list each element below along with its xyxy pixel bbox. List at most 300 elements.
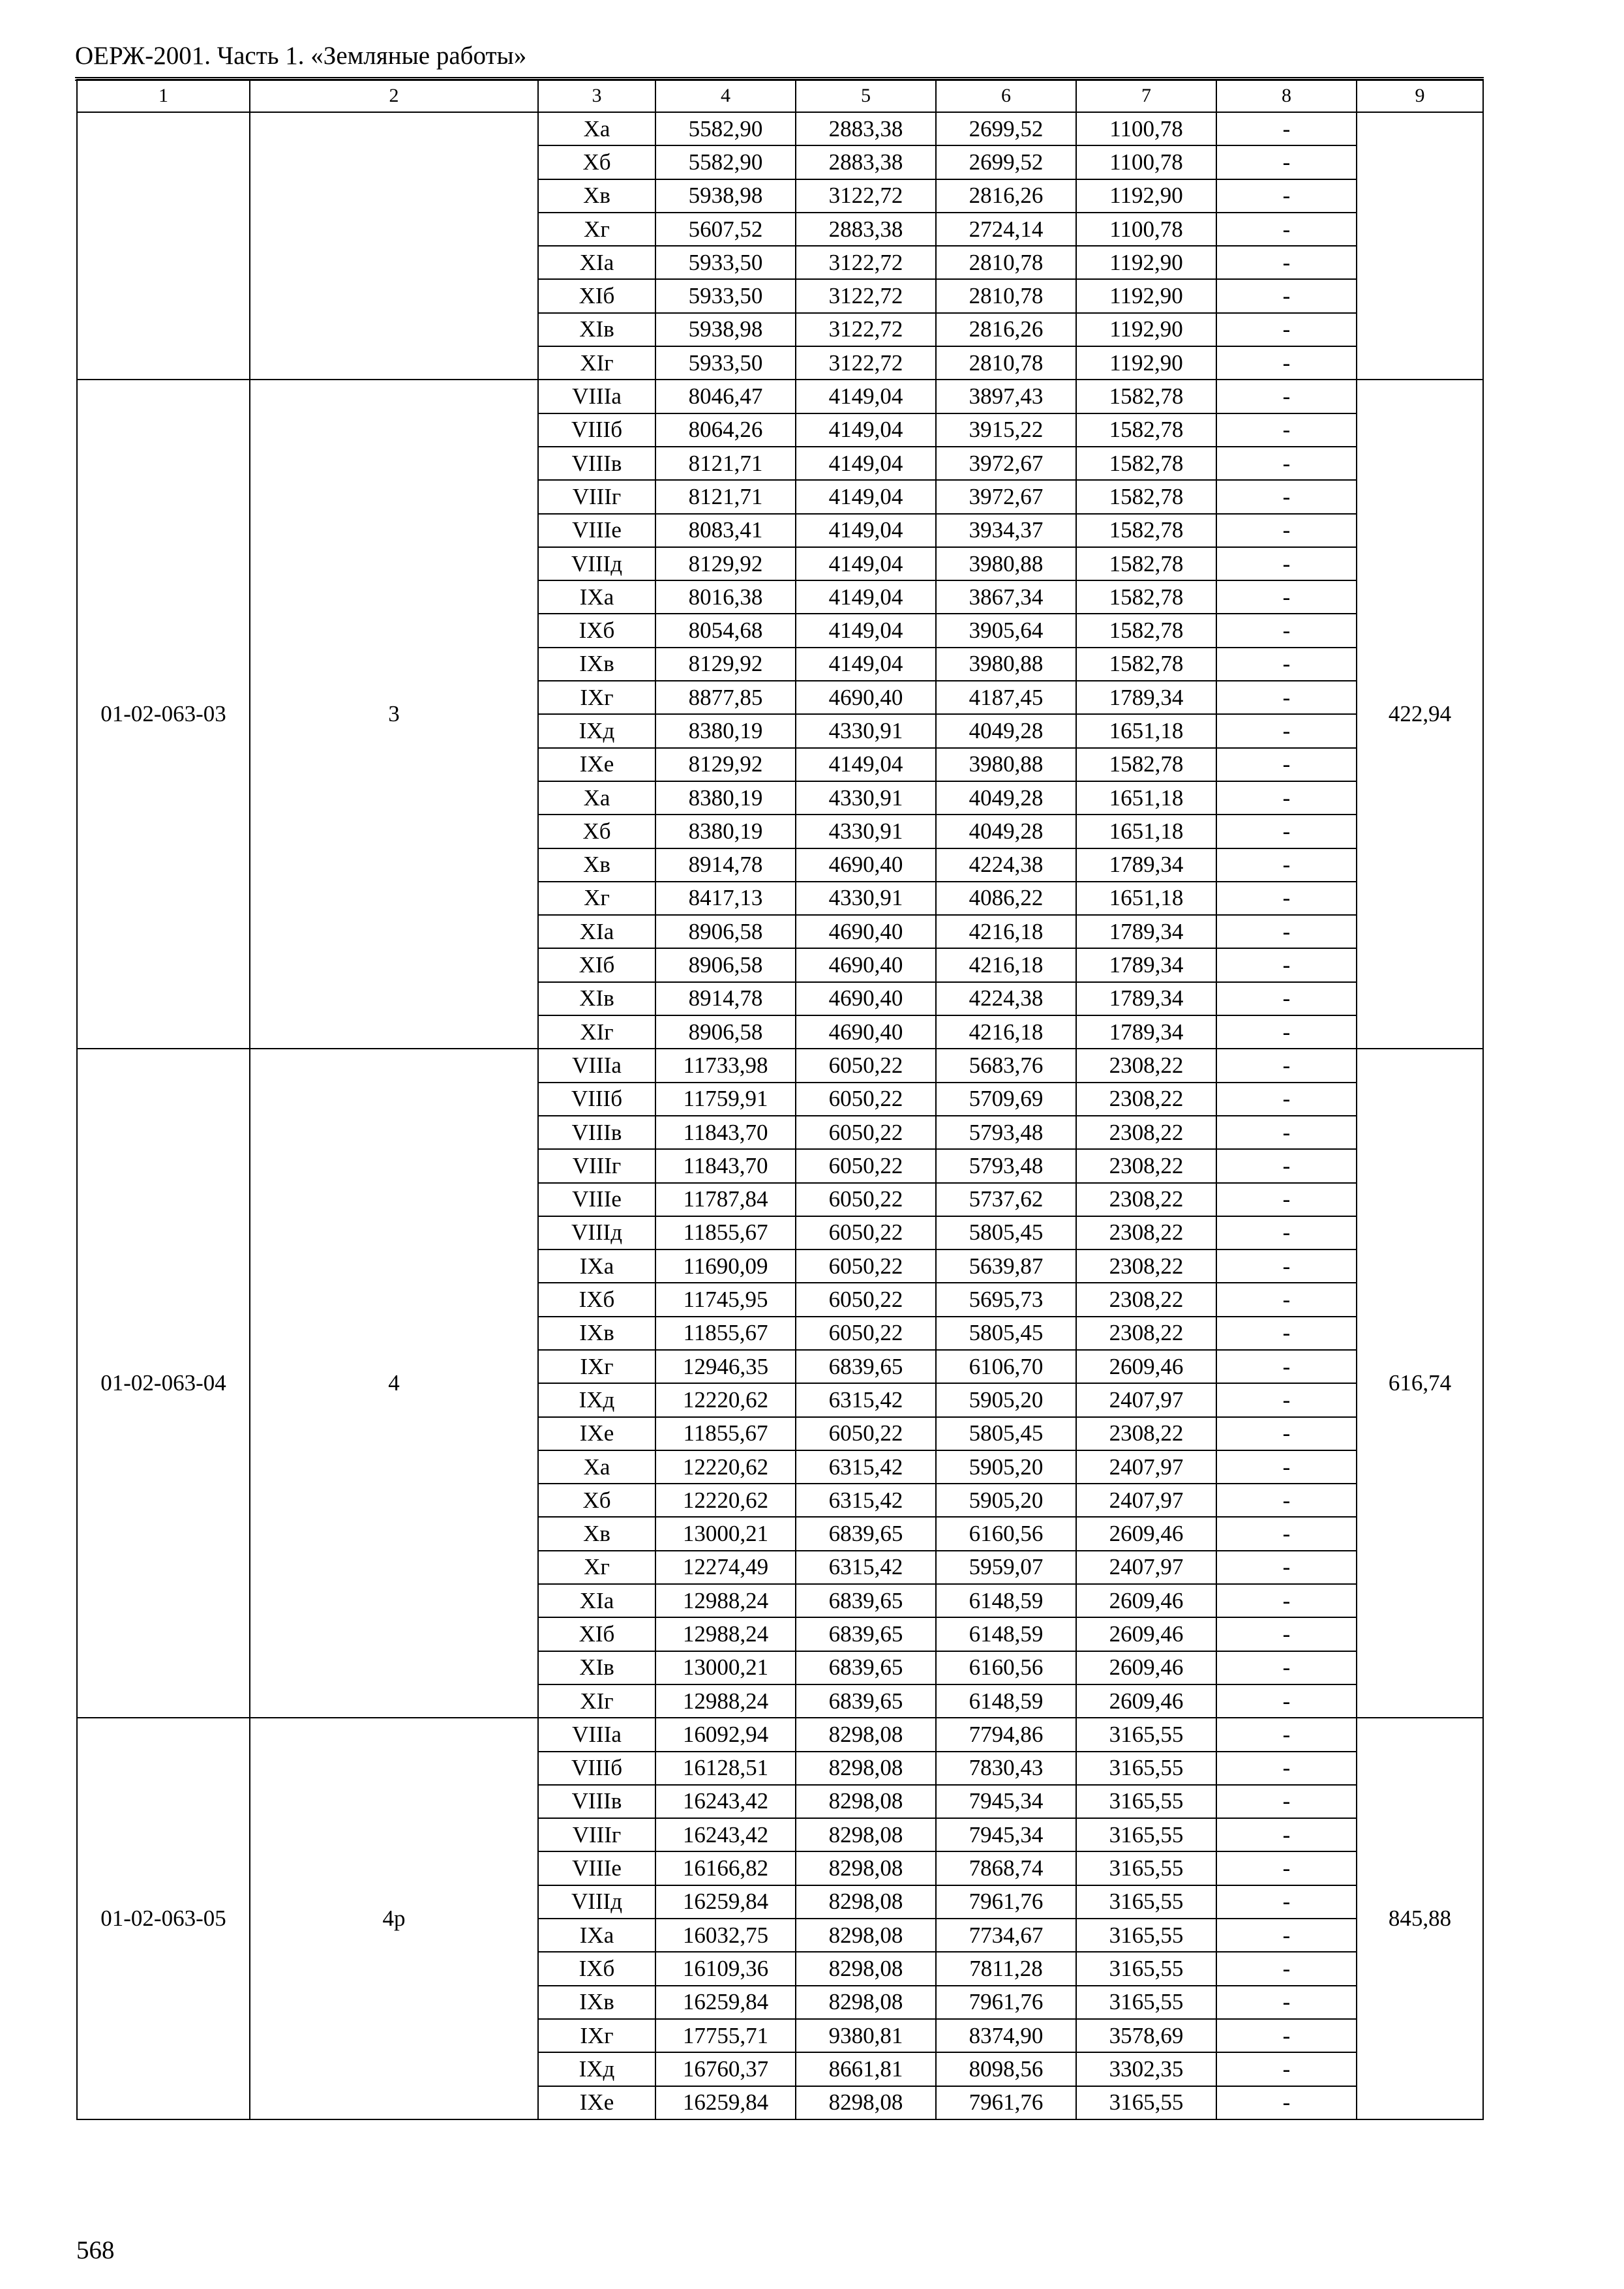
- table-cell: 7961,76: [936, 1986, 1076, 2019]
- table-cell: 16166,82: [655, 1851, 796, 1885]
- table-cell: VIIIд: [538, 1216, 655, 1249]
- table-cell: -: [1216, 480, 1357, 513]
- table-cell: 16109,36: [655, 1952, 796, 1985]
- table-cell: 1789,34: [1076, 915, 1216, 948]
- table-cell: 8129,92: [655, 748, 796, 781]
- table-cell: 1651,18: [1076, 714, 1216, 747]
- table-cell: 11855,67: [655, 1417, 796, 1450]
- table-cell: -: [1216, 179, 1357, 213]
- table-cell: 5793,48: [936, 1149, 1076, 1182]
- table-cell: 2308,22: [1076, 1417, 1216, 1450]
- table-cell: VIIIa: [538, 1718, 655, 1751]
- table-cell: 13000,21: [655, 1651, 796, 1684]
- table-cell: Xв: [538, 1517, 655, 1550]
- table-cell: -: [1216, 882, 1357, 915]
- table-cell: VIIIв: [538, 1785, 655, 1818]
- table-cell: IXд: [538, 714, 655, 747]
- table-cell: XIг: [538, 346, 655, 380]
- table-cell: 4216,18: [936, 948, 1076, 981]
- table-cell: -: [1216, 1317, 1357, 1350]
- table-cell: XIб: [538, 948, 655, 981]
- table-cell: 3980,88: [936, 648, 1076, 681]
- table-cell: 4330,91: [796, 714, 936, 747]
- table-cell: 4149,04: [796, 580, 936, 614]
- table-cell: 1582,78: [1076, 580, 1216, 614]
- table-cell: 3165,55: [1076, 2086, 1216, 2119]
- table-cell: VIIIб: [538, 413, 655, 447]
- table-cell: 5805,45: [936, 1417, 1076, 1450]
- table-cell: 3867,34: [936, 580, 1076, 614]
- table-cell: 16032,75: [655, 1919, 796, 1952]
- table-cell: 1100,78: [1076, 145, 1216, 179]
- table-cell: 6050,22: [796, 1317, 936, 1350]
- table-cell: 4149,04: [796, 547, 936, 580]
- table-cell: -: [1216, 848, 1357, 882]
- table-cell: -: [1216, 213, 1357, 246]
- table-cell: 3165,55: [1076, 1885, 1216, 1919]
- table-cell: -: [1216, 1851, 1357, 1885]
- table-cell: -: [1216, 1919, 1357, 1952]
- table-cell: 6839,65: [796, 1517, 936, 1550]
- item-name-cell: [250, 112, 538, 380]
- table-cell: 4149,04: [796, 514, 936, 547]
- table-cell: 6050,22: [796, 1116, 936, 1149]
- table-cell: -: [1216, 1517, 1357, 1550]
- table-cell: -: [1216, 681, 1357, 714]
- table-cell: 4187,45: [936, 681, 1076, 714]
- table-cell: 6315,42: [796, 1450, 936, 1484]
- table-cell: VIIIд: [538, 547, 655, 580]
- table-cell: VIIIв: [538, 1116, 655, 1149]
- table-cell: -: [1216, 380, 1357, 413]
- table-cell: 7961,76: [936, 2086, 1076, 2119]
- table-cell: 12946,35: [655, 1350, 796, 1383]
- table-cell: 1582,78: [1076, 447, 1216, 480]
- table-cell: 5933,50: [655, 346, 796, 380]
- table-cell: IXa: [538, 1249, 655, 1283]
- table-cell: 12988,24: [655, 1617, 796, 1651]
- table-cell: 2609,46: [1076, 1684, 1216, 1718]
- table-cell: 3972,67: [936, 480, 1076, 513]
- table-body: [77, 112, 1483, 2119]
- table-cell: 2609,46: [1076, 1350, 1216, 1383]
- table-cell: -: [1216, 413, 1357, 447]
- table-cell: 7811,28: [936, 1952, 1076, 1985]
- table-cell: 5933,50: [655, 246, 796, 279]
- table-cell: -: [1216, 1484, 1357, 1517]
- table-cell: 8380,19: [655, 815, 796, 848]
- table-cell: 1651,18: [1076, 815, 1216, 848]
- table-cell: 8298,08: [796, 1952, 936, 1985]
- table-cell: 7830,43: [936, 1752, 1076, 1785]
- table-cell: 4224,38: [936, 982, 1076, 1015]
- table-cell: 6160,56: [936, 1651, 1076, 1684]
- table-cell: 4149,04: [796, 748, 936, 781]
- table-cell: -: [1216, 1584, 1357, 1617]
- table-cell: -: [1216, 1015, 1357, 1049]
- table-cell: 8298,08: [796, 2086, 936, 2119]
- table-cell: 4690,40: [796, 948, 936, 981]
- table-cell: 1651,18: [1076, 882, 1216, 915]
- table-cell: -: [1216, 1417, 1357, 1450]
- table-cell: 8380,19: [655, 781, 796, 815]
- table-cell: 3165,55: [1076, 1952, 1216, 1985]
- table-cell: -: [1216, 1718, 1357, 1751]
- table-cell: 12220,62: [655, 1383, 796, 1416]
- table-cell: -: [1216, 781, 1357, 815]
- table-cell: -: [1216, 714, 1357, 747]
- table-cell: -: [1216, 1684, 1357, 1718]
- table-cell: 2816,26: [936, 313, 1076, 346]
- table-cell: -: [1216, 1952, 1357, 1985]
- table-cell: 16092,94: [655, 1718, 796, 1751]
- item-name-cell: 4: [250, 1049, 538, 1718]
- table-cell: 8121,71: [655, 480, 796, 513]
- table-cell: 4049,28: [936, 714, 1076, 747]
- table-cell: 1100,78: [1076, 112, 1216, 145]
- table-cell: 2308,22: [1076, 1116, 1216, 1149]
- table-cell: 5737,62: [936, 1183, 1076, 1216]
- table-cell: 7945,34: [936, 1785, 1076, 1818]
- table-cell: 2883,38: [796, 145, 936, 179]
- table-cell: 2308,22: [1076, 1183, 1216, 1216]
- table-cell: 3972,67: [936, 447, 1076, 480]
- table-cell: 12988,24: [655, 1684, 796, 1718]
- table-cell: 8298,08: [796, 1851, 936, 1885]
- table-cell: 8877,85: [655, 681, 796, 714]
- table-cell: -: [1216, 1350, 1357, 1383]
- table-cell: 5959,07: [936, 1551, 1076, 1584]
- table-cell: 5709,69: [936, 1083, 1076, 1116]
- table-cell: 13000,21: [655, 1517, 796, 1550]
- table-cell: VIIIб: [538, 1752, 655, 1785]
- table-cell: 8054,68: [655, 614, 796, 647]
- table-cell: 1582,78: [1076, 480, 1216, 513]
- table-cell: 12274,49: [655, 1551, 796, 1584]
- table-cell: 6050,22: [796, 1417, 936, 1450]
- table-cell: -: [1216, 1116, 1357, 1149]
- table-cell: 3165,55: [1076, 1752, 1216, 1785]
- table-cell: 8661,81: [796, 2052, 936, 2086]
- table-cell: -: [1216, 1249, 1357, 1283]
- table-cell: 5933,50: [655, 279, 796, 312]
- table-cell: IXг: [538, 1350, 655, 1383]
- table-cell: -: [1216, 1617, 1357, 1651]
- table-cell: Xг: [538, 882, 655, 915]
- table-cell: 3165,55: [1076, 1919, 1216, 1952]
- table-cell: 2308,22: [1076, 1149, 1216, 1182]
- table-cell: Xг: [538, 213, 655, 246]
- table-cell: 12220,62: [655, 1450, 796, 1484]
- table-cell: 7868,74: [936, 1851, 1076, 1885]
- table-cell: 2810,78: [936, 246, 1076, 279]
- table-cell: 11843,70: [655, 1149, 796, 1182]
- table-cell: 1789,34: [1076, 948, 1216, 981]
- table-row: [77, 380, 1483, 413]
- table-cell: 7961,76: [936, 1885, 1076, 1919]
- table-cell: 4330,91: [796, 882, 936, 915]
- table-cell: 3122,72: [796, 246, 936, 279]
- table-cell: Xa: [538, 781, 655, 815]
- table-cell: XIa: [538, 246, 655, 279]
- table-cell: 4330,91: [796, 815, 936, 848]
- table-cell: 1651,18: [1076, 781, 1216, 815]
- table-cell: IXд: [538, 2052, 655, 2086]
- table-cell: 1100,78: [1076, 213, 1216, 246]
- table-cell: 7734,67: [936, 1919, 1076, 1952]
- table-cell: 16760,37: [655, 2052, 796, 2086]
- table-cell: 11843,70: [655, 1116, 796, 1149]
- item-code-cell: 01-02-063-03: [77, 380, 250, 1049]
- table-cell: -: [1216, 1283, 1357, 1316]
- table-cell: IXв: [538, 1986, 655, 2019]
- table-cell: 8906,58: [655, 915, 796, 948]
- table-cell: 6160,56: [936, 1517, 1076, 1550]
- table-cell: 6050,22: [796, 1183, 936, 1216]
- table-cell: 8046,47: [655, 380, 796, 413]
- table-cell: 16128,51: [655, 1752, 796, 1785]
- rates-table: [76, 79, 1484, 2120]
- table-cell: Xв: [538, 179, 655, 213]
- table-row: [77, 1718, 1483, 1751]
- table-cell: -: [1216, 1383, 1357, 1416]
- table-cell: 11855,67: [655, 1216, 796, 1249]
- column-header: 8: [1216, 80, 1357, 112]
- table-cell: -: [1216, 1785, 1357, 1818]
- table-cell: XIг: [538, 1015, 655, 1049]
- table-row: [77, 112, 1483, 145]
- table-cell: VIIIa: [538, 1049, 655, 1082]
- table-cell: -: [1216, 648, 1357, 681]
- column-header: 7: [1076, 80, 1216, 112]
- table-cell: 16259,84: [655, 2086, 796, 2119]
- table-cell: 8417,13: [655, 882, 796, 915]
- table-cell: 2407,97: [1076, 1551, 1216, 1584]
- table-cell: 4690,40: [796, 681, 936, 714]
- table-cell: 2883,38: [796, 112, 936, 145]
- table-cell: 3122,72: [796, 346, 936, 380]
- table-cell: 2609,46: [1076, 1651, 1216, 1684]
- table-cell: -: [1216, 547, 1357, 580]
- table-cell: 8298,08: [796, 1885, 936, 1919]
- table-cell: 8914,78: [655, 848, 796, 882]
- table-cell: Xг: [538, 1551, 655, 1584]
- table-cell: IXa: [538, 580, 655, 614]
- table-cell: 8914,78: [655, 982, 796, 1015]
- table-cell: XIa: [538, 1584, 655, 1617]
- table-cell: 4690,40: [796, 982, 936, 1015]
- table-cell: 1789,34: [1076, 982, 1216, 1015]
- table-cell: -: [1216, 1216, 1357, 1249]
- table-cell: 2308,22: [1076, 1249, 1216, 1283]
- table-cell: VIIIг: [538, 480, 655, 513]
- table-cell: IXе: [538, 1417, 655, 1450]
- table-cell: -: [1216, 313, 1357, 346]
- table-cell: IXг: [538, 2019, 655, 2052]
- table-cell: 4330,91: [796, 781, 936, 815]
- table-cell: -: [1216, 2086, 1357, 2119]
- table-cell: 12988,24: [655, 1584, 796, 1617]
- table-cell: 4086,22: [936, 882, 1076, 915]
- table-cell: 6050,22: [796, 1049, 936, 1082]
- table-cell: IXб: [538, 1952, 655, 1985]
- table-cell: 5793,48: [936, 1116, 1076, 1149]
- table-row: [77, 1049, 1483, 1082]
- table-cell: 1192,90: [1076, 279, 1216, 312]
- table-cell: VIIIг: [538, 1818, 655, 1851]
- item-code-cell: 01-02-063-05: [77, 1718, 250, 2119]
- table-cell: 1582,78: [1076, 648, 1216, 681]
- table-cell: 2609,46: [1076, 1584, 1216, 1617]
- table-cell: 8298,08: [796, 1718, 936, 1751]
- table-cell: 2308,22: [1076, 1283, 1216, 1316]
- column-header: 1: [77, 80, 250, 112]
- table-cell: 1192,90: [1076, 179, 1216, 213]
- table-cell: 12220,62: [655, 1484, 796, 1517]
- table-cell: -: [1216, 1551, 1357, 1584]
- table-cell: XIa: [538, 915, 655, 948]
- table-cell: -: [1216, 279, 1357, 312]
- table-cell: -: [1216, 1651, 1357, 1684]
- table-cell: 2308,22: [1076, 1083, 1216, 1116]
- table-cell: Xб: [538, 145, 655, 179]
- table-cell: 6148,59: [936, 1617, 1076, 1651]
- table-cell: VIIIг: [538, 1149, 655, 1182]
- table-cell: 8129,92: [655, 547, 796, 580]
- table-cell: VIIIе: [538, 1183, 655, 1216]
- table-cell: 5905,20: [936, 1383, 1076, 1416]
- table-cell: -: [1216, 145, 1357, 179]
- table-cell: VIIIв: [538, 447, 655, 480]
- table-cell: 3165,55: [1076, 1818, 1216, 1851]
- table-cell: 6050,22: [796, 1216, 936, 1249]
- table-cell: -: [1216, 346, 1357, 380]
- table-cell: 4690,40: [796, 1015, 936, 1049]
- table-cell: 4690,40: [796, 848, 936, 882]
- table-cell: VIIIa: [538, 380, 655, 413]
- table-cell: 1192,90: [1076, 346, 1216, 380]
- item-code-cell: [77, 112, 250, 380]
- table-cell: 2407,97: [1076, 1484, 1216, 1517]
- table-cell: 2308,22: [1076, 1317, 1216, 1350]
- table-cell: 3905,64: [936, 614, 1076, 647]
- table-cell: -: [1216, 1986, 1357, 2019]
- table-cell: 8906,58: [655, 948, 796, 981]
- table-cell: 3980,88: [936, 547, 1076, 580]
- table-cell: 5938,98: [655, 179, 796, 213]
- table-cell: -: [1216, 614, 1357, 647]
- table-cell: Xa: [538, 112, 655, 145]
- table-cell: -: [1216, 1083, 1357, 1116]
- table-cell: -: [1216, 915, 1357, 948]
- table-cell: 8298,08: [796, 1986, 936, 2019]
- table-cell: 8906,58: [655, 1015, 796, 1049]
- table-cell: -: [1216, 1818, 1357, 1851]
- table-cell: 6315,42: [796, 1383, 936, 1416]
- table-cell: 8298,08: [796, 1752, 936, 1785]
- table-cell: 4690,40: [796, 915, 936, 948]
- table-cell: 4216,18: [936, 1015, 1076, 1049]
- table-cell: IXд: [538, 1383, 655, 1416]
- table-cell: XIб: [538, 279, 655, 312]
- column-9-cell: 616,74: [1357, 1049, 1483, 1718]
- table-cell: 2609,46: [1076, 1517, 1216, 1550]
- table-cell: -: [1216, 447, 1357, 480]
- table-cell: 6315,42: [796, 1484, 936, 1517]
- table-cell: 5607,52: [655, 213, 796, 246]
- table-cell: 5695,73: [936, 1283, 1076, 1316]
- table-cell: 4149,04: [796, 380, 936, 413]
- table-cell: 3897,43: [936, 380, 1076, 413]
- table-cell: 2699,52: [936, 112, 1076, 145]
- table-cell: -: [1216, 2019, 1357, 2052]
- table-cell: 1582,78: [1076, 413, 1216, 447]
- table-cell: 6148,59: [936, 1584, 1076, 1617]
- column-9-cell: 422,94: [1357, 380, 1483, 1049]
- table-cell: 6839,65: [796, 1617, 936, 1651]
- table-cell: 2308,22: [1076, 1216, 1216, 1249]
- table-cell: -: [1216, 112, 1357, 145]
- table-cell: 3980,88: [936, 748, 1076, 781]
- table-cell: 3915,22: [936, 413, 1076, 447]
- table-cell: -: [1216, 514, 1357, 547]
- column-9-cell: [1357, 112, 1483, 380]
- table-cell: 8064,26: [655, 413, 796, 447]
- table-cell: -: [1216, 948, 1357, 981]
- table-cell: 2308,22: [1076, 1049, 1216, 1082]
- table-cell: 1192,90: [1076, 313, 1216, 346]
- column-9-cell: 845,88: [1357, 1718, 1483, 2119]
- table-cell: 6106,70: [936, 1350, 1076, 1383]
- table-cell: Xa: [538, 1450, 655, 1484]
- page-header: ОЕРЖ-2001. Часть 1. «Земляные работы»: [75, 38, 1484, 81]
- table-cell: 4049,28: [936, 781, 1076, 815]
- table-cell: 2609,46: [1076, 1617, 1216, 1651]
- table-cell: 11690,09: [655, 1249, 796, 1283]
- table-cell: 3578,69: [1076, 2019, 1216, 2052]
- table-cell: 8121,71: [655, 447, 796, 480]
- table-cell: 4149,04: [796, 413, 936, 447]
- table-cell: 5805,45: [936, 1317, 1076, 1350]
- table-cell: 4149,04: [796, 614, 936, 647]
- table-cell: 5905,20: [936, 1484, 1076, 1517]
- table-cell: 7945,34: [936, 1818, 1076, 1851]
- table-cell: 8129,92: [655, 648, 796, 681]
- table-cell: Xб: [538, 1484, 655, 1517]
- table-cell: XIв: [538, 982, 655, 1015]
- column-header: 3: [538, 80, 655, 112]
- table-cell: 6315,42: [796, 1551, 936, 1584]
- column-header: 4: [655, 80, 796, 112]
- table-cell: IXг: [538, 681, 655, 714]
- table-cell: 5582,90: [655, 112, 796, 145]
- table-cell: 5639,87: [936, 1249, 1076, 1283]
- table-cell: 11787,84: [655, 1183, 796, 1216]
- table-cell: 2699,52: [936, 145, 1076, 179]
- table-cell: IXв: [538, 1317, 655, 1350]
- table-cell: 4149,04: [796, 447, 936, 480]
- table-cell: 1582,78: [1076, 748, 1216, 781]
- table-cell: VIIIе: [538, 514, 655, 547]
- table-cell: VIIIд: [538, 1885, 655, 1919]
- table-cell: Xв: [538, 848, 655, 882]
- table-cell: 4049,28: [936, 815, 1076, 848]
- table-cell: 4149,04: [796, 480, 936, 513]
- table-cell: 3165,55: [1076, 1851, 1216, 1885]
- table-cell: 8098,56: [936, 2052, 1076, 2086]
- table-cell: 11733,98: [655, 1049, 796, 1082]
- table-cell: 17755,71: [655, 2019, 796, 2052]
